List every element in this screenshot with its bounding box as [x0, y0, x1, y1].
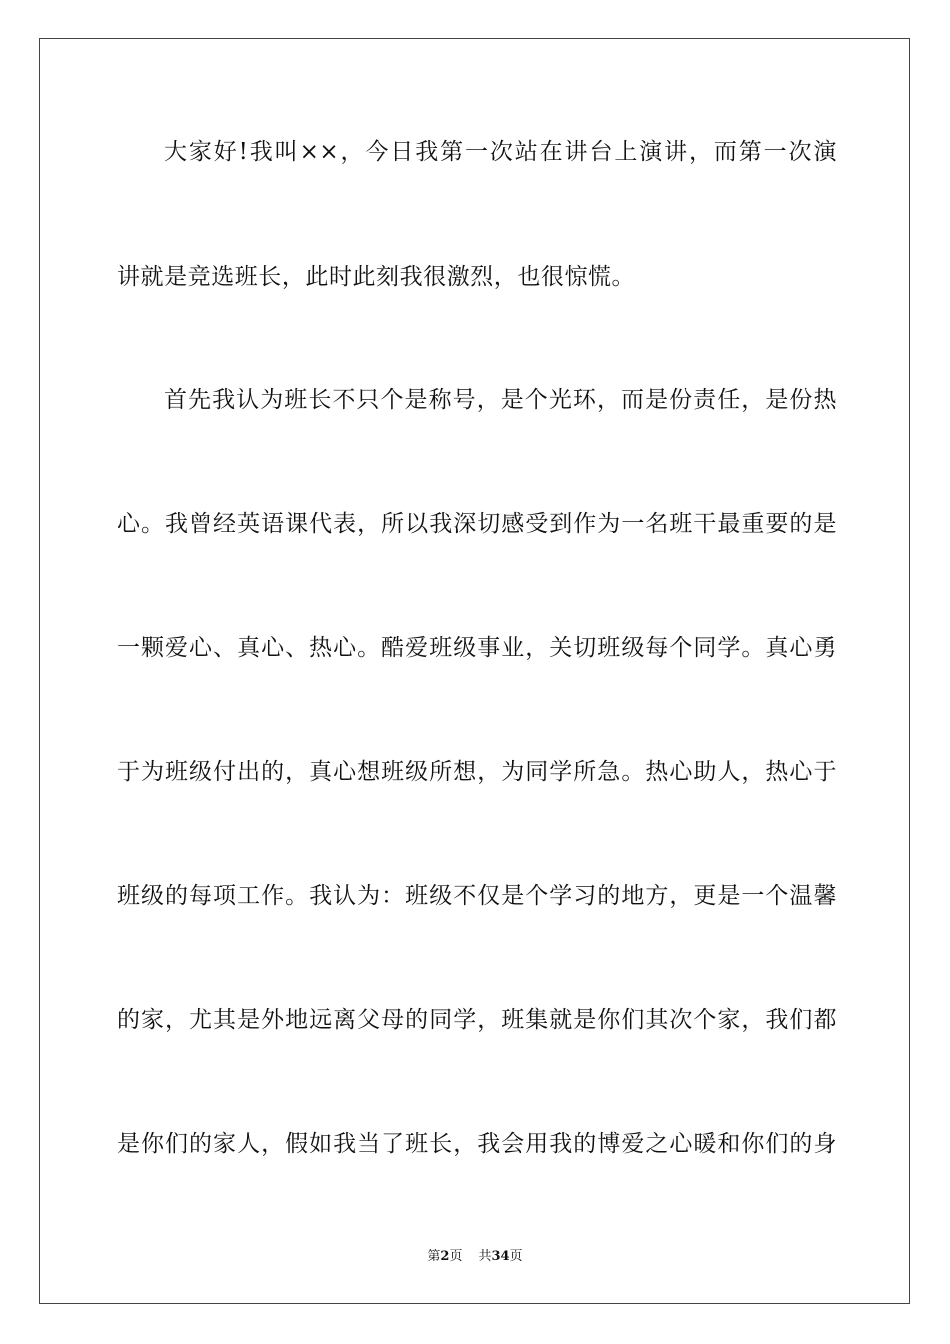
total-prefix: 共	[478, 1249, 492, 1264]
paragraph-1-line-2: 讲就是竞选班长，此时此刻我很激烈，也很惊慌。	[117, 264, 636, 290]
paragraph-2-line-3: 一颗爱心、真心、热心。酷爱班级事业，关切班级每个同学。真心勇	[117, 635, 837, 661]
paragraph-2-line-5: 班级的每项工作。我认为：班级不仅是个学习的地方，更是一个温馨	[117, 883, 837, 909]
paragraph-2-line-6: 的家，尤其是外地远离父母的同学，班集就是你们其次个家，我们都	[117, 1007, 837, 1033]
paragraph-2-line-4: 于为班级付出的，真心想班级所想，为同学所急。热心助人，热心于	[117, 759, 837, 785]
page-prefix: 第	[427, 1249, 441, 1264]
page-number: 2	[440, 1249, 450, 1264]
page-frame	[39, 38, 910, 1304]
page-suffix: 页	[449, 1249, 463, 1264]
paragraph-2-line-2: 心。我曾经英语课代表，所以我深切感受到作为一名班干最重要的是	[117, 511, 837, 537]
paragraph-1-line-1: 大家好!我叫××，今日我第一次站在讲台上演讲，而第一次演	[164, 139, 837, 165]
total-pages: 34	[491, 1249, 510, 1264]
paragraph-2-line-7: 是你们的家人，假如我当了班长，我会用我的博爱之心暖和你们的身	[117, 1131, 837, 1157]
page-footer	[0, 1248, 950, 1266]
paragraph-2-line-1: 首先我认为班长不只个是称号，是个光环，而是份责任，是份热	[164, 387, 837, 413]
total-suffix: 页	[509, 1249, 523, 1264]
